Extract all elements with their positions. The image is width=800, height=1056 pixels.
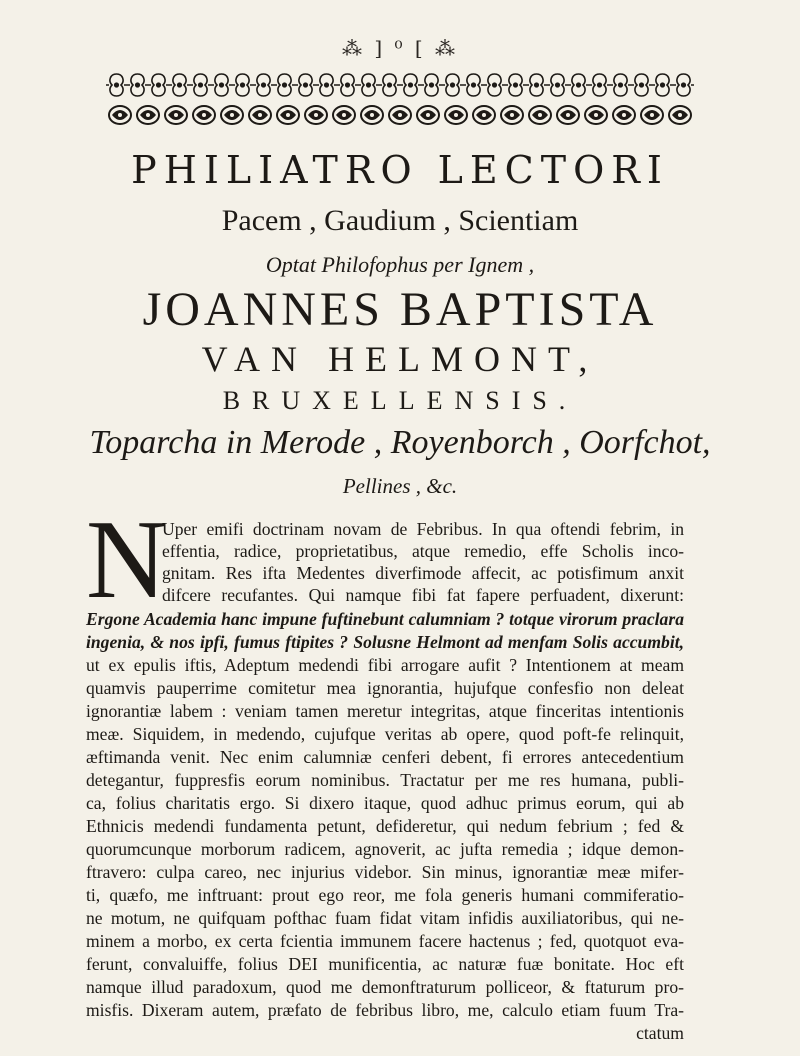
body-line: ne motum, ne quifquam pofthac fuam fidat vitam infidis auxiliatoribus, qui ne-: [86, 908, 684, 928]
body-line: namque illud paradoxum, quod me demonftraturum polliceor, & ftaturum pro-: [86, 977, 684, 997]
optat-line: Optat Philofophus per Ignem ,: [265, 252, 535, 277]
drop-cap: N: [86, 498, 167, 622]
author-titles: Toparcha in Merode , Royenborch , Oorfchot,: [89, 424, 711, 461]
catchword: ctatum: [636, 1023, 684, 1043]
author-origin: BRUXELLENSIS.: [222, 386, 578, 415]
body-line: minem a morbo, ex certa fcientia immunem facere hactenus ; fed, quotquot eva-: [86, 931, 684, 951]
author-surname: VAN HELMONT,: [201, 339, 599, 379]
body-line: ca, folius charitatis ergo. Si dixero itaque, quod adhuc primus eorum, qui ab: [86, 793, 684, 813]
body-line: ignorantiæ labem : veniam tamen meretur integritas, atque finceritas intentionis: [86, 701, 684, 721]
body-line: ferunt, convaluiffe, folius DEI munificentia, ac naturæ fuæ bonitate. Hoc eft: [86, 954, 684, 974]
body-line: ti, quæfo, me inftruant: prout ego reor, me fola generis humani commiferatio-: [86, 885, 684, 905]
body-line: quamvis pauperrime comitetur mea ignorantia, hujufque confesfio non deleat: [86, 678, 684, 698]
page-heading: PHILIATRO LECTORI: [131, 148, 669, 192]
body-line: ftravero: culpa careo, nec injurius videbor. Sin minus, ignorantiæ meæ mifer-: [86, 862, 684, 882]
body-line: meæ. Siquidem, in medendo, cujufque veritas ab opere, quod poft-fe relinquit,: [86, 724, 684, 744]
body-line: quorumcunque morborum radicem, agnoverit, ac jufta remedia ; idque demon-: [86, 839, 684, 859]
body-line: Ethnicis medendi fundamenta petunt, defideretur, qui nedum febrium ; fed &: [86, 816, 684, 836]
body-line: misfis. Dixeram autem, præfato de febribus libro, me, calculo etiam fuum Tra-: [86, 1000, 684, 1020]
body-line: Uper emifi doctrinam novam de Febribus. In qua oftendi febrim, in: [162, 519, 684, 539]
body-line: effentia, radice, proprietatibus, atque remedio, effe Scholis inco-: [162, 541, 684, 561]
author-titles-continued: Pellines , &c.: [342, 474, 458, 498]
signature-mark: ⁂ ] ⁰ [ ⁂: [341, 36, 459, 60]
body-line: Ergone Academia hanc impune fuftinebunt calumniam ? totque virorum praclara: [86, 609, 684, 629]
body-line: gnitam. Res ifta Medentes diverfimode affecit, ac potisfimum anxit: [162, 563, 684, 583]
body-line: ut ex epulis iftis, Adeptum medendi fibi arrogare aufit ? Intentionem at meam: [86, 655, 684, 675]
body-line: ingenia, & nos ipfi, fumus ftipites ? Solusne Helmont ad menfam Solis accumbit,: [86, 632, 684, 652]
author-name: JOANNES BAPTISTA: [142, 283, 658, 336]
body-line: detegantur, fuppresfis eorum nominibus. Tractatur per me res humana, publi-: [86, 770, 684, 790]
greeting-line: Pacem , Gaudium , Scientiam: [221, 204, 579, 237]
body-line: æftimanda venit. Nec enim calumniæ cenferi debent, fi errores antecedentium: [86, 747, 684, 767]
body-line: difcere recufantes. Qui namque fibi fat fapere perfuadent, dixerunt:: [162, 585, 684, 605]
